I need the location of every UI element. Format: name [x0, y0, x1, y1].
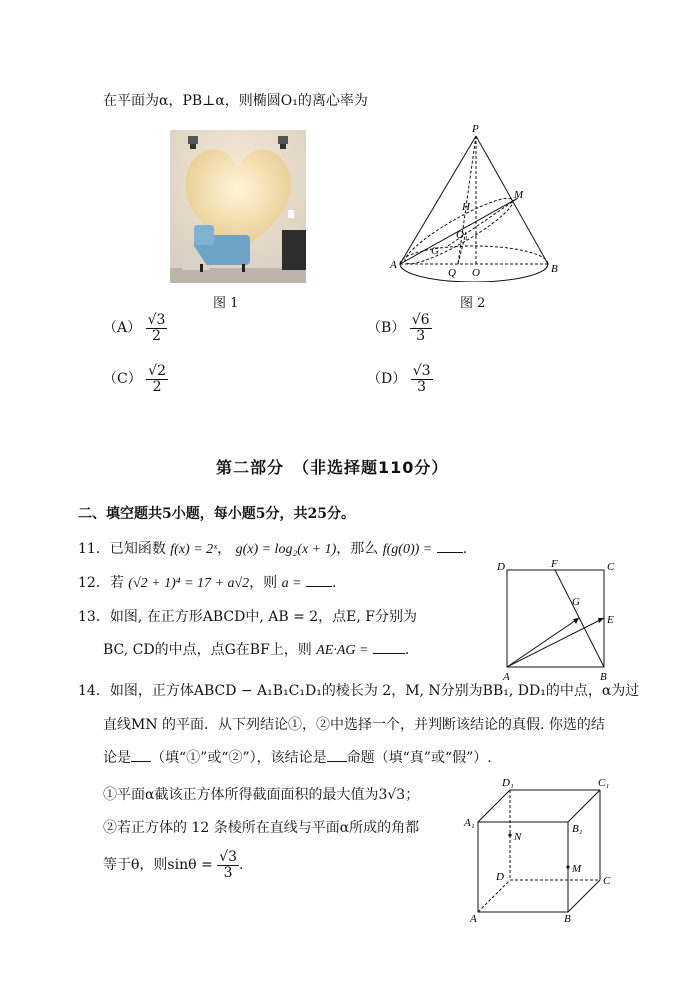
q12-number: 12． [78, 575, 110, 591]
label-Q: Q [448, 267, 456, 279]
label-D1: D₁ [502, 777, 514, 789]
question-13-line-2: BC, CD的中点，点G在BF上，则 AE·AG = . [103, 642, 410, 658]
q14-choice-blank[interactable] [131, 761, 151, 762]
choice-d-label: （D） [367, 371, 407, 388]
label-C1: C₁ [598, 777, 610, 789]
choice-a[interactable] [103, 313, 167, 343]
choice-a-label: （A） [103, 320, 142, 337]
q14-truth-blank[interactable] [327, 761, 347, 762]
figure-1-photo [170, 130, 306, 283]
section-2-heading: 二、填空题共5小题，每小题5分，共25分。 [78, 506, 355, 522]
q11-f-def: f(x) = 2ˣ [170, 542, 218, 557]
choice-d[interactable] [367, 364, 433, 394]
q13-number: 13． [78, 609, 110, 625]
figure-2-caption: 图 2 [460, 296, 486, 311]
q13-expr: AE·AG = [316, 643, 369, 658]
question-13-line-1: 13．如图, 在正方形ABCD中, AB = 2，点E, F分别为 [78, 609, 417, 625]
label-B1: B₁ [572, 823, 583, 835]
label-D: D [497, 561, 505, 573]
question-14-line-3: 论是 （填“①”或“②”），该结论是 命题（填“真”或“假”）. [103, 750, 492, 766]
q14-cube-figure [462, 774, 620, 926]
label-A: A [470, 913, 477, 925]
q11-text-c: ，那么 [336, 541, 379, 557]
q11-number: 11． [78, 541, 110, 557]
label-P: P [472, 123, 479, 135]
q11-text-a: 已知函数 [109, 541, 166, 557]
label-G: G [572, 596, 580, 608]
intro-line: 在平面为α，PB⊥α，则椭圆O₁的离心率为 [103, 93, 368, 109]
label-B: B [600, 671, 607, 683]
label-C: C [607, 561, 615, 573]
question-12: 12．若 (√2 + 1)⁴ = 17 + a√2，则 a = . [78, 575, 337, 591]
label-O1: O₁ [456, 229, 468, 241]
label-M: M [572, 863, 582, 875]
label-M: M [514, 189, 524, 201]
question-11: 11．已知函数 f(x) = 2ˣ， g(x) = log₂(x + 1)，那么 f(g(0)) = . [78, 541, 468, 557]
part-2-title: 第二部分 （非选择题110分） [216, 458, 449, 477]
q14-last-line: 等于θ，则sinθ = $\frac{√3}{3}$ . [103, 849, 244, 881]
label-C: C [603, 875, 611, 887]
q12-expr: (√2 + 1)⁴ = 17 + a√2 [128, 576, 250, 591]
q12-var: a = [281, 576, 302, 591]
q11-expr: f(g(0)) = [382, 542, 433, 557]
label-A1: A₁ [464, 817, 475, 829]
label-G: G [431, 245, 439, 257]
choice-c[interactable] [103, 364, 168, 394]
q13-square-figure [495, 558, 621, 684]
q14-statement-2: ②若正方体的 12 条棱所在直线与平面α所成的角都 [103, 820, 420, 836]
figure-2-cone [388, 122, 568, 282]
q14-statement-1: ①平面α截该正方体所得截面面积的最大值为3√3； [103, 787, 420, 803]
choice-b-label: （B） [367, 320, 406, 337]
choice-c-label: （C） [103, 371, 142, 388]
q14-fraction: $\frac{√3}{3}$ [219, 849, 237, 881]
q13-answer-blank[interactable] [373, 653, 405, 654]
label-B: B [551, 263, 558, 275]
label-H: H [462, 201, 470, 213]
question-14-line-2: 直线MN 的平面．从下列结论①，②中选择一个，并判断该结论的真假. 你选的结 [103, 717, 605, 733]
label-E: E [607, 614, 614, 626]
label-O: O [472, 267, 480, 279]
q14-number: 14． [78, 683, 110, 699]
choice-d-fraction: $\frac{√3}{3}$ [412, 363, 431, 395]
q12-answer-blank[interactable] [306, 586, 332, 587]
choice-b[interactable] [367, 313, 432, 343]
q11-text-b: ， [217, 541, 232, 557]
label-A: A [390, 259, 397, 271]
choice-c-fraction: $\frac{√2}{2}$ [148, 363, 166, 395]
choice-a-fraction: $\frac{√3}{2}$ [147, 312, 166, 344]
label-N: N [514, 831, 522, 843]
label-D: D [496, 871, 504, 883]
label-F: F [551, 558, 558, 570]
choice-b-fraction: $\frac{√6}{3}$ [411, 312, 430, 344]
label-A: A [503, 671, 510, 683]
figure-1-caption: 图 1 [213, 296, 239, 311]
label-B: B [564, 913, 571, 925]
q11-answer-blank[interactable] [437, 552, 463, 553]
q11-g-def: g(x) = log₂(x + 1) [235, 542, 337, 557]
question-14-line-1: 14．如图，正方体ABCD − A₁B₁C₁D₁的棱长为 2，M, N分别为BB₁, DD₁的中点，α为过 [78, 683, 640, 699]
